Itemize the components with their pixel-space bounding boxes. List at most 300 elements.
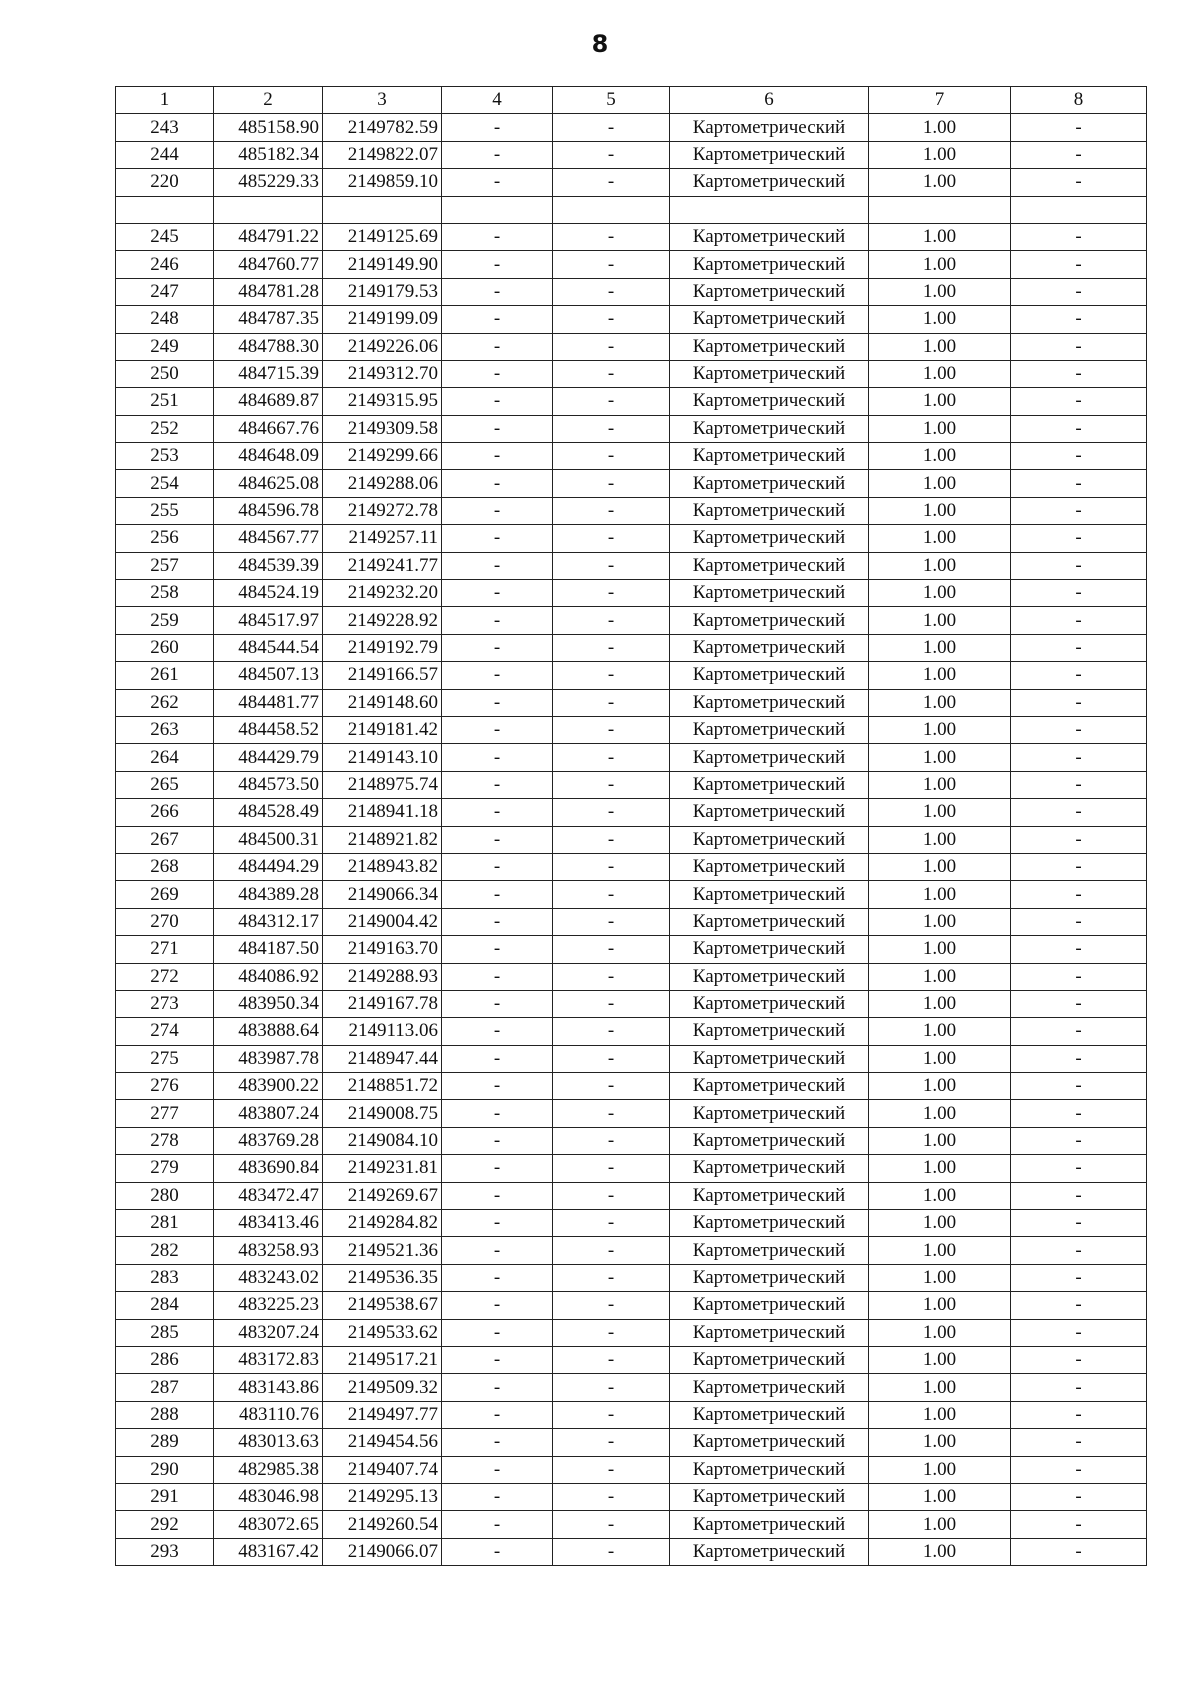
table-cell: - (1011, 114, 1147, 141)
table-cell: - (442, 1319, 553, 1346)
table-row (116, 388, 1147, 415)
table-row (116, 716, 1147, 743)
table-cell: Картометрический (670, 1018, 869, 1045)
table-cell: - (442, 1429, 553, 1456)
table-cell: Картометрический (670, 388, 869, 415)
table-cell: 485229.33 (214, 169, 323, 196)
table-cell: 1.00 (869, 990, 1011, 1017)
table-cell: - (1011, 169, 1147, 196)
table-cell: Картометрический (670, 689, 869, 716)
table-cell: 2149066.07 (323, 1538, 442, 1565)
table-cell: Картометрический (670, 936, 869, 963)
table-cell: Картометрический (670, 1319, 869, 1346)
table-cell: - (1011, 1264, 1147, 1291)
table-cell: 2149232.20 (323, 580, 442, 607)
table-cell: - (442, 881, 553, 908)
table-row (116, 1374, 1147, 1401)
table-cell: 1.00 (869, 1100, 1011, 1127)
table-cell: - (1011, 1155, 1147, 1182)
table-cell: Картометрический (670, 525, 869, 552)
column-header: 6 (670, 87, 869, 114)
table-cell: 1.00 (869, 1210, 1011, 1237)
table-cell: - (553, 744, 670, 771)
table-cell: 243 (116, 114, 214, 141)
table-cell: 2149260.54 (323, 1511, 442, 1538)
table-cell: 1.00 (869, 1045, 1011, 1072)
table-cell: 265 (116, 771, 214, 798)
table-cell: 286 (116, 1346, 214, 1373)
table-cell: Картометрический (670, 1182, 869, 1209)
table-cell: 484625.08 (214, 470, 323, 497)
table-cell: Картометрический (670, 1100, 869, 1127)
table-row (116, 333, 1147, 360)
table-cell: - (553, 278, 670, 305)
table-cell: 252 (116, 415, 214, 442)
table-cell: 292 (116, 1511, 214, 1538)
table-cell: - (1011, 716, 1147, 743)
table-cell: 1.00 (869, 799, 1011, 826)
table-cell: - (442, 908, 553, 935)
table-cell: - (442, 716, 553, 743)
table-cell: - (442, 1264, 553, 1291)
table-cell: 2149113.06 (323, 1018, 442, 1045)
table-cell: 258 (116, 580, 214, 607)
table-cell: - (1011, 1401, 1147, 1428)
table-cell: - (1011, 141, 1147, 168)
table-cell: - (1011, 278, 1147, 305)
table-cell: Картометрический (670, 580, 869, 607)
table-cell: - (442, 1018, 553, 1045)
table-cell: - (1011, 1456, 1147, 1483)
table-row (116, 415, 1147, 442)
table-cell: Картометрический (670, 1127, 869, 1154)
table-cell: - (553, 470, 670, 497)
table-cell: - (1011, 1237, 1147, 1264)
table-cell: 289 (116, 1429, 214, 1456)
table-cell: Картометрический (670, 716, 869, 743)
table-cell: - (442, 936, 553, 963)
table-cell: 483046.98 (214, 1483, 323, 1510)
table-cell: 2149315.95 (323, 388, 442, 415)
table-row (116, 1045, 1147, 1072)
table-cell: 2149241.77 (323, 552, 442, 579)
table-row (116, 497, 1147, 524)
table-cell: Картометрический (670, 1346, 869, 1373)
table-cell: 1.00 (869, 306, 1011, 333)
table-cell: - (553, 497, 670, 524)
table-cell: 2149226.06 (323, 333, 442, 360)
table-cell: 274 (116, 1018, 214, 1045)
table-cell: - (553, 388, 670, 415)
table-cell: 268 (116, 853, 214, 880)
table-cell: - (1011, 1374, 1147, 1401)
table-cell: - (1011, 1483, 1147, 1510)
table-cell: 288 (116, 1401, 214, 1428)
table-cell: 2149822.07 (323, 141, 442, 168)
table-cell: 1.00 (869, 1073, 1011, 1100)
table-cell: - (442, 1511, 553, 1538)
table-row (116, 689, 1147, 716)
table-row (116, 278, 1147, 305)
table-cell: 272 (116, 963, 214, 990)
table-cell: - (553, 415, 670, 442)
table-cell: 483143.86 (214, 1374, 323, 1401)
table-cell: - (442, 1401, 553, 1428)
table-cell: - (442, 141, 553, 168)
table-cell: 244 (116, 141, 214, 168)
table-row (116, 634, 1147, 661)
table-cell: Картометрический (670, 1511, 869, 1538)
table-cell: Картометрический (670, 141, 869, 168)
table-cell: 2149269.67 (323, 1182, 442, 1209)
table-cell: 484567.77 (214, 525, 323, 552)
table-cell: Картометрический (670, 1374, 869, 1401)
table-cell: - (442, 1346, 553, 1373)
table-row (116, 1401, 1147, 1428)
table-cell: - (1011, 1429, 1147, 1456)
table-row (116, 1210, 1147, 1237)
table-cell: 1.00 (869, 552, 1011, 579)
table-cell: - (442, 1045, 553, 1072)
table-cell: 483807.24 (214, 1100, 323, 1127)
table-cell: - (442, 1538, 553, 1565)
table-cell: 483888.64 (214, 1018, 323, 1045)
table-cell: - (1011, 1538, 1147, 1565)
table-cell: 485182.34 (214, 141, 323, 168)
table-cell: - (442, 1182, 553, 1209)
column-header: 2 (214, 87, 323, 114)
table-cell: 1.00 (869, 333, 1011, 360)
table-cell: - (1011, 689, 1147, 716)
table-cell: - (553, 1237, 670, 1264)
table-cell: 256 (116, 525, 214, 552)
empty-cell (1011, 196, 1147, 223)
table-cell: - (553, 990, 670, 1017)
table-cell: - (553, 443, 670, 470)
table-cell: 1.00 (869, 1429, 1011, 1456)
table-row (116, 1319, 1147, 1346)
table-cell: 2149192.79 (323, 634, 442, 661)
table-cell: - (1011, 306, 1147, 333)
table-cell: Картометрический (670, 1155, 869, 1182)
table-cell: 483225.23 (214, 1292, 323, 1319)
table-row (116, 306, 1147, 333)
table-cell: - (1011, 1045, 1147, 1072)
table-row (116, 1155, 1147, 1182)
table-cell: 1.00 (869, 1401, 1011, 1428)
table-cell: - (442, 990, 553, 1017)
table-cell: - (553, 853, 670, 880)
table-cell: 484787.35 (214, 306, 323, 333)
table-cell: - (442, 415, 553, 442)
table-cell: - (1011, 607, 1147, 634)
table-cell: 269 (116, 881, 214, 908)
table-row (116, 990, 1147, 1017)
table-cell: - (553, 826, 670, 853)
table-cell: - (442, 333, 553, 360)
table-cell: 2149521.36 (323, 1237, 442, 1264)
empty-cell (670, 196, 869, 223)
table-row (116, 1429, 1147, 1456)
table-cell: - (553, 251, 670, 278)
table-cell: 2149008.75 (323, 1100, 442, 1127)
table-cell: 1.00 (869, 1374, 1011, 1401)
table-cell: 2149312.70 (323, 360, 442, 387)
table-cell: - (553, 1018, 670, 1045)
table-cell: 2149407.74 (323, 1456, 442, 1483)
table-cell: 2149179.53 (323, 278, 442, 305)
column-header: 8 (1011, 87, 1147, 114)
table-cell: 251 (116, 388, 214, 415)
table-cell: 1.00 (869, 689, 1011, 716)
table-cell: - (442, 1100, 553, 1127)
table-cell: - (553, 1045, 670, 1072)
table-cell: - (553, 689, 670, 716)
table-cell: 484596.78 (214, 497, 323, 524)
table-cell: 483072.65 (214, 1511, 323, 1538)
table-cell: 2149517.21 (323, 1346, 442, 1373)
table-cell: - (1011, 963, 1147, 990)
table-cell: - (1011, 497, 1147, 524)
table-cell: - (553, 1264, 670, 1291)
table-cell: 1.00 (869, 114, 1011, 141)
table-cell: 1.00 (869, 936, 1011, 963)
table-cell: - (1011, 415, 1147, 442)
column-header: 5 (553, 87, 670, 114)
table-row (116, 580, 1147, 607)
table-cell: - (1011, 1018, 1147, 1045)
table-cell: Картометрический (670, 415, 869, 442)
table-cell: - (1011, 826, 1147, 853)
table-cell: 2149454.56 (323, 1429, 442, 1456)
table-row (116, 799, 1147, 826)
table-cell: 484788.30 (214, 333, 323, 360)
table-cell: 2149509.32 (323, 1374, 442, 1401)
table-cell: - (1011, 1346, 1147, 1373)
table-cell: - (442, 525, 553, 552)
table-cell: - (553, 552, 670, 579)
table-cell: - (1011, 990, 1147, 1017)
table-cell: 483690.84 (214, 1155, 323, 1182)
table-cell: 277 (116, 1100, 214, 1127)
table-cell: 1.00 (869, 908, 1011, 935)
table-cell: 1.00 (869, 415, 1011, 442)
table-cell: - (553, 169, 670, 196)
table-row (116, 881, 1147, 908)
table-cell: Картометрический (670, 223, 869, 250)
table-cell: 2149167.78 (323, 990, 442, 1017)
table-cell: - (442, 1155, 553, 1182)
table-cell: - (553, 963, 670, 990)
table-cell: Картометрический (670, 744, 869, 771)
table-cell: 281 (116, 1210, 214, 1237)
table-cell: 483110.76 (214, 1401, 323, 1428)
table-cell: - (1011, 223, 1147, 250)
table-cell: 250 (116, 360, 214, 387)
table-row (116, 1073, 1147, 1100)
table-cell: 1.00 (869, 1018, 1011, 1045)
table-cell: Картометрический (670, 908, 869, 935)
table-cell: - (553, 1182, 670, 1209)
table-cell: - (553, 908, 670, 935)
table-cell: 261 (116, 662, 214, 689)
table-row (116, 251, 1147, 278)
table-cell: 255 (116, 497, 214, 524)
table-cell: 1.00 (869, 744, 1011, 771)
table-cell: 267 (116, 826, 214, 853)
group-separator-row (116, 196, 1147, 223)
table-cell: 484507.13 (214, 662, 323, 689)
table-cell: Картометрический (670, 251, 869, 278)
table-cell: - (442, 853, 553, 880)
table-cell: 291 (116, 1483, 214, 1510)
table-cell: Картометрический (670, 799, 869, 826)
table-cell: - (442, 689, 553, 716)
table-cell: 2148975.74 (323, 771, 442, 798)
table-cell: 1.00 (869, 1511, 1011, 1538)
table-row (116, 1018, 1147, 1045)
table-cell: - (442, 580, 553, 607)
table-cell: - (553, 1483, 670, 1510)
empty-cell (553, 196, 670, 223)
table-cell: Картометрический (670, 1073, 869, 1100)
table-row (116, 1100, 1147, 1127)
table-cell: - (1011, 333, 1147, 360)
table-cell: Картометрический (670, 1210, 869, 1237)
table-cell: - (553, 881, 670, 908)
table-cell: - (1011, 360, 1147, 387)
table-cell: - (553, 525, 670, 552)
table-cell: - (553, 1127, 670, 1154)
table-cell: Картометрический (670, 1483, 869, 1510)
table-cell: 262 (116, 689, 214, 716)
table-row (116, 1182, 1147, 1209)
table-cell: 2149299.66 (323, 443, 442, 470)
table-cell: 2149163.70 (323, 936, 442, 963)
table-row (116, 744, 1147, 771)
table-cell: 484429.79 (214, 744, 323, 771)
table-cell: 484715.39 (214, 360, 323, 387)
table-cell: 1.00 (869, 443, 1011, 470)
table-cell: 2149536.35 (323, 1264, 442, 1291)
table-cell: 1.00 (869, 580, 1011, 607)
table-cell: 2149295.13 (323, 1483, 442, 1510)
table-cell: 260 (116, 634, 214, 661)
table-cell: 483769.28 (214, 1127, 323, 1154)
table-cell: 1.00 (869, 497, 1011, 524)
table-cell: 271 (116, 936, 214, 963)
table-cell: 2149288.06 (323, 470, 442, 497)
table-cell: Картометрический (670, 470, 869, 497)
table-cell: Картометрический (670, 990, 869, 1017)
table-cell: 282 (116, 1237, 214, 1264)
table-cell: 1.00 (869, 1483, 1011, 1510)
table-cell: 483207.24 (214, 1319, 323, 1346)
table-row (116, 1292, 1147, 1319)
table-cell: 2149166.57 (323, 662, 442, 689)
table-cell: - (553, 1374, 670, 1401)
table-cell: 280 (116, 1182, 214, 1209)
empty-cell (323, 196, 442, 223)
table-cell: 483987.78 (214, 1045, 323, 1072)
column-header: 1 (116, 87, 214, 114)
table-cell: 1.00 (869, 634, 1011, 661)
table-row (116, 1483, 1147, 1510)
table-cell: - (442, 278, 553, 305)
table-cell: - (442, 388, 553, 415)
table-cell: 1.00 (869, 1155, 1011, 1182)
table-cell: 245 (116, 223, 214, 250)
table-cell: 2149149.90 (323, 251, 442, 278)
table-row (116, 552, 1147, 579)
table-cell: Картометрический (670, 443, 869, 470)
table-cell: 2149497.77 (323, 1401, 442, 1428)
table-cell: - (442, 799, 553, 826)
table-cell: 484760.77 (214, 251, 323, 278)
table-cell: Картометрический (670, 1237, 869, 1264)
table-row (116, 908, 1147, 935)
table-cell: 484500.31 (214, 826, 323, 853)
table-cell: - (1011, 799, 1147, 826)
table-cell: 484187.50 (214, 936, 323, 963)
table-row (116, 607, 1147, 634)
table-cell: Картометрический (670, 278, 869, 305)
table-cell: - (553, 1319, 670, 1346)
table-cell: Картометрический (670, 1292, 869, 1319)
table-cell: - (553, 1155, 670, 1182)
table-cell: - (1011, 1127, 1147, 1154)
table-cell: 2148947.44 (323, 1045, 442, 1072)
table-cell: - (553, 1538, 670, 1565)
table-cell: 484667.76 (214, 415, 323, 442)
table-cell: 484791.22 (214, 223, 323, 250)
table-cell: - (442, 169, 553, 196)
table-cell: - (1011, 1210, 1147, 1237)
table-cell: 246 (116, 251, 214, 278)
table-cell: - (442, 470, 553, 497)
table-cell: 2149288.93 (323, 963, 442, 990)
table-cell: 2149272.78 (323, 497, 442, 524)
table-cell: 293 (116, 1538, 214, 1565)
table-cell: - (553, 1100, 670, 1127)
table-cell: 273 (116, 990, 214, 1017)
table-cell: 484544.54 (214, 634, 323, 661)
table-cell: 1.00 (869, 662, 1011, 689)
table-cell: 2149309.58 (323, 415, 442, 442)
table-cell: - (1011, 908, 1147, 935)
table-cell: 2149782.59 (323, 114, 442, 141)
table-cell: 483472.47 (214, 1182, 323, 1209)
table-cell: 483900.22 (214, 1073, 323, 1100)
table-row (116, 1264, 1147, 1291)
table-cell: 2149066.34 (323, 881, 442, 908)
table-cell: - (553, 1292, 670, 1319)
table-cell: 1.00 (869, 141, 1011, 168)
table-row (116, 662, 1147, 689)
table-cell: - (442, 963, 553, 990)
table-row (116, 443, 1147, 470)
table-cell: 290 (116, 1456, 214, 1483)
table-cell: Картометрический (670, 771, 869, 798)
table-cell: Картометрический (670, 963, 869, 990)
table-cell: 2149084.10 (323, 1127, 442, 1154)
table-cell: Картометрический (670, 333, 869, 360)
table-cell: 1.00 (869, 223, 1011, 250)
table-cell: Картометрический (670, 1401, 869, 1428)
table-row (116, 1346, 1147, 1373)
table-cell: - (553, 1210, 670, 1237)
table-cell: 1.00 (869, 360, 1011, 387)
